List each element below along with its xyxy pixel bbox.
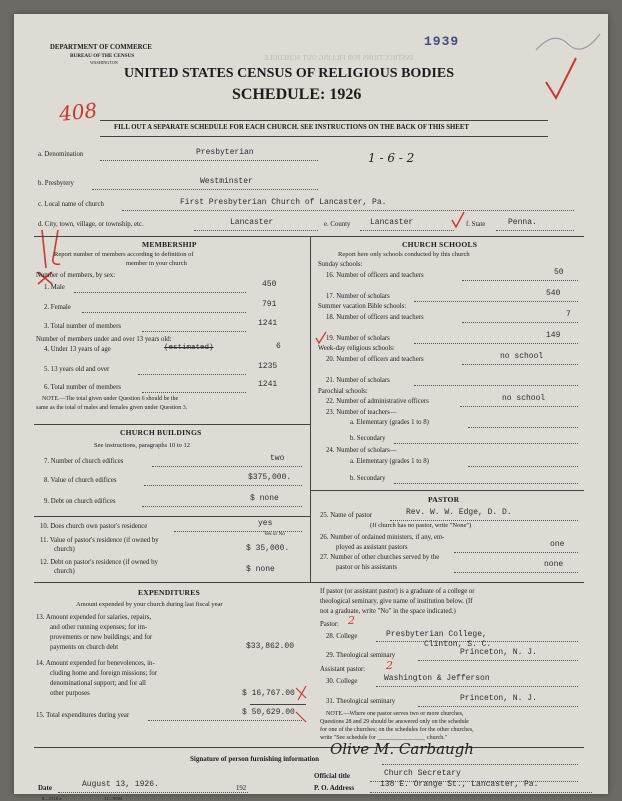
county-value: Lancaster: [370, 218, 414, 227]
official-title-label: Official title: [314, 772, 350, 780]
red-tick-icon: [314, 330, 328, 346]
red-mark-2: 2: [348, 614, 355, 627]
schools-subtitle: Report here only schools conducted by this church: [338, 251, 470, 258]
q28-label: 28. College: [326, 633, 358, 640]
q9-debt-value: $ none: [250, 494, 279, 503]
q29-seminary-value: Princeton, N. J.: [460, 648, 537, 657]
vacation-schools-label: Summer vacation Bible schools:: [318, 303, 407, 310]
pastor-intro-2: theological seminary, give name of institution below. (If: [320, 598, 473, 605]
q23a-label: a. Elementary (grades 1 to 8): [350, 419, 429, 426]
q23b-label: b. Secondary: [350, 435, 386, 442]
pastor-intro-3: not a graduate, write "No" in the space indicated.): [320, 608, 456, 615]
signature-label: Signature of person furnishing information: [190, 755, 319, 763]
q10-label: 10. Does church own pastor's residence: [40, 523, 148, 530]
q8-label: 8. Value of church edifices: [44, 477, 117, 484]
q6-total-value: 1241: [258, 380, 278, 389]
q31-label: 31. Theological seminary: [326, 698, 396, 705]
form-number: 8—5518 a: [42, 796, 62, 801]
q16-value: 50: [554, 268, 564, 277]
membership-desc-1: Report number of members according to definition of: [54, 251, 194, 258]
denomination-code: 1 - 6 - 2: [368, 151, 415, 165]
q22-value: no school: [502, 394, 546, 403]
pastor-note-1: NOTE.—Where one pastor serves two or more churches,: [326, 711, 464, 717]
red-tick-icon: [450, 210, 466, 230]
q16-label: 16. Number of officers and teachers: [326, 272, 424, 279]
q7-edifices-value: two: [270, 454, 285, 463]
q24-label: 24. Number of scholars—: [326, 447, 397, 454]
pastor-note-3: for one of the churches; on the schedules for the other churches,: [320, 727, 474, 733]
form-title: UNITED STATES CENSUS OF RELIGIOUS BODIES: [124, 66, 455, 81]
members-by-sex-label: Number of members, by sex:: [36, 272, 116, 279]
q4-estimated-note: (estimated): [164, 344, 214, 352]
q30-label: 30. College: [326, 678, 358, 685]
city-value: Lancaster: [230, 218, 274, 227]
po-address-label: P. O. Address: [314, 784, 355, 792]
q25-note: (If church has no pastor, write "None"): [370, 522, 472, 529]
q25-pastor-name: Rev. W. W. Edge, D. D.: [406, 508, 512, 517]
q5-label: 5. 13 years old and over: [44, 366, 110, 373]
q2-female-value: 791: [262, 300, 277, 309]
q28-college-location: Clinton, S. C.: [424, 640, 492, 649]
red-margin-mark-icon: [32, 228, 72, 288]
q3-total-value: 1241: [258, 319, 278, 328]
q13-label-2: and other running expenses; for im-: [50, 624, 148, 631]
q26-value: one: [550, 540, 565, 549]
dept-name: DEPARTMENT OF COMMERCE: [50, 44, 152, 51]
q11-label-1: 11. Value of pastor's residence (if owned by: [40, 537, 159, 544]
q28-college-value: Presbyterian College,: [386, 630, 487, 639]
schedule-title: SCHEDULE: 1926: [232, 86, 362, 103]
red-correction-mark-icon: [292, 682, 312, 726]
q11-label-2: church): [54, 546, 75, 553]
q21-label: 21. Number of scholars: [326, 377, 390, 384]
q1-male-value: 450: [262, 280, 277, 289]
q19-label: 19. Number of scholars: [326, 335, 390, 342]
pastor-note-4: write "See schedule for ________________ church.": [320, 735, 448, 741]
state-value: Penna.: [508, 218, 537, 227]
red-mark-2b: 2: [386, 659, 393, 672]
membership-title: MEMBERSHIP: [142, 240, 197, 249]
print-number: 11—9084: [104, 796, 123, 801]
q15-label: 15. Total expenditures during year: [36, 712, 130, 719]
q26-label-1: 26. Number of ordained ministers, if any, em-: [320, 534, 445, 541]
q9-label: 9. Debt on church edifices: [44, 498, 116, 505]
official-title-value: Church Secretary: [384, 769, 461, 778]
q8-value: $375,000.: [248, 473, 292, 482]
buildings-title: CHURCH BUILDINGS: [120, 428, 202, 437]
q26-label-2: ployed as assistant pastors: [336, 544, 408, 551]
assistant-pastor-label: Assistant pastor:: [320, 666, 366, 673]
bureau-name: BUREAU OF THE CENSUS: [70, 53, 135, 59]
q14-label-1: 14. Amount expended for benevolences, in-: [36, 660, 155, 667]
q12-label-2: church): [54, 568, 75, 575]
sunday-schools-label: Sunday schools:: [318, 261, 363, 268]
q6-label: 6. Total number of members: [44, 384, 121, 391]
pastor-title: PASTOR: [428, 495, 460, 504]
q4-under13-value: 6: [276, 342, 281, 351]
q27-label-2: pastor or his assistants: [336, 564, 397, 571]
q12-label-1: 12. Debt on pastor's residence (if owned by: [40, 559, 158, 566]
q25-label: 25. Name of pastor: [320, 512, 373, 519]
q14-value: $ 16,767.00: [242, 689, 295, 698]
q20-value: no school: [500, 352, 544, 361]
q22-label: 22. Number of administrative officers: [326, 398, 429, 405]
q24a-label: a. Elementary (grades 1 to 8): [350, 458, 429, 465]
po-address-value: 138 E. Orange St., Lancaster, Pa.: [380, 780, 539, 789]
census-schedule-sheet: [14, 14, 608, 801]
pencil-scribble-icon: [534, 28, 604, 56]
pastor-sub-label: Pastor:: [320, 621, 339, 628]
q24b-label: b. Secondary: [350, 475, 386, 482]
q11-value: $ 35,000.: [246, 544, 290, 553]
membership-desc-2: member in your church: [126, 260, 187, 267]
membership-note-2: same as the total of males and females given under Question 3.: [36, 405, 188, 411]
parochial-schools-label: Parochial schools:: [318, 388, 368, 395]
denomination-value: Presbyterian: [196, 148, 254, 157]
schools-title: CHURCH SCHOOLS: [402, 240, 478, 249]
q29-label: 29. Theological seminary: [326, 652, 396, 659]
pastor-intro-1: If pastor (or assistant pastor) is a graduate of a college or: [320, 588, 475, 595]
signature: Olive M. Carbaugh: [330, 740, 474, 758]
q13-label-4: payments on church debt: [50, 644, 119, 651]
q2-label: 2. Female: [44, 304, 71, 311]
date-suffix: 192: [236, 785, 247, 792]
q20-label: 20. Number of officers and teachers: [326, 356, 424, 363]
local-name-value: First Presbyterian Church of Lancaster, Pa.: [180, 198, 387, 207]
yes-or-no-hint: Yes or No: [264, 531, 285, 537]
expenditures-title: EXPENDITURES: [138, 588, 200, 597]
q13-label-1: 13. Amount expended for salaries, repairs,: [36, 614, 152, 621]
presbytery-label: b. Presbytery: [38, 180, 74, 187]
year-stamp: 1939: [424, 34, 460, 49]
q5-over13-value: 1235: [258, 362, 278, 371]
q14-label-3: denominational support; and for all: [50, 680, 146, 687]
pastor-note-2: Questions 28 and 29 should be answered only on the schedule: [320, 719, 469, 725]
q14-label-2: cluding home and foreign missions; for: [50, 670, 158, 677]
q14-label-4: other purposes: [50, 690, 90, 697]
expenditures-subtitle: Amount expended by your church during last fiscal year: [76, 601, 223, 608]
buildings-subtitle: See instructions, paragraphs 10 to 12: [94, 442, 191, 449]
under-over-label: Number of members under and over 13 years old:: [36, 336, 172, 343]
date-label: Date: [38, 784, 52, 792]
red-check-mark-icon: [542, 54, 582, 104]
county-label: e. County: [324, 221, 351, 228]
q1-label: 1. Male: [44, 284, 65, 291]
instruction-line: FILL OUT A SEPARATE SCHEDULE FOR EACH CHURCH. SEE INSTRUCTIONS ON THE BACK OF THIS SHEET: [114, 124, 469, 131]
q18-value: 7: [566, 310, 571, 319]
bleed-through-text: INSTRUCTIONS FOR FILLING OUT SCHEDULE: [264, 54, 414, 62]
q12-value: $ none: [246, 565, 275, 574]
local-name-label: c. Local name of church: [38, 201, 104, 208]
q13-value: $33,862.00: [246, 642, 295, 651]
q7-label: 7. Number of church edifices: [44, 458, 124, 465]
q23-label: 23. Number of teachers—: [326, 409, 397, 416]
red-file-number: 408: [57, 98, 99, 126]
q13-label-3: provements or new buildings; and for: [50, 634, 153, 641]
city-label: d. City, town, village, or township, etc.: [38, 221, 144, 228]
state-label: f. State: [466, 221, 486, 228]
city-name: WASHINGTON: [90, 60, 118, 65]
q19-value: 149: [546, 331, 561, 340]
membership-note-1: NOTE.—The total given under Question 6 should be the: [42, 396, 179, 402]
q27-value: none: [544, 560, 564, 569]
q4-label: 4. Under 13 years of age: [44, 346, 111, 353]
presbytery-value: Westminster: [200, 177, 253, 186]
q10-residence-value: yes: [258, 519, 273, 528]
q15-value: $ 50,629.00: [242, 708, 295, 717]
date-value: August 13, 1926.: [82, 780, 159, 789]
q3-label: 3. Total number of members: [44, 323, 121, 330]
weekday-schools-label: Week-day religious schools:: [318, 345, 395, 352]
denomination-label: a. Denomination: [38, 151, 84, 158]
q18-label: 18. Number of officers and teachers: [326, 314, 424, 321]
q17-value: 540: [546, 289, 561, 298]
q27-label-1: 27. Number of other churches served by the: [320, 554, 440, 561]
q30-college-value: Washington & Jefferson: [384, 674, 490, 683]
q17-label: 17. Number of scholars: [326, 293, 390, 300]
q31-seminary-value: Princeton, N. J.: [460, 694, 537, 703]
